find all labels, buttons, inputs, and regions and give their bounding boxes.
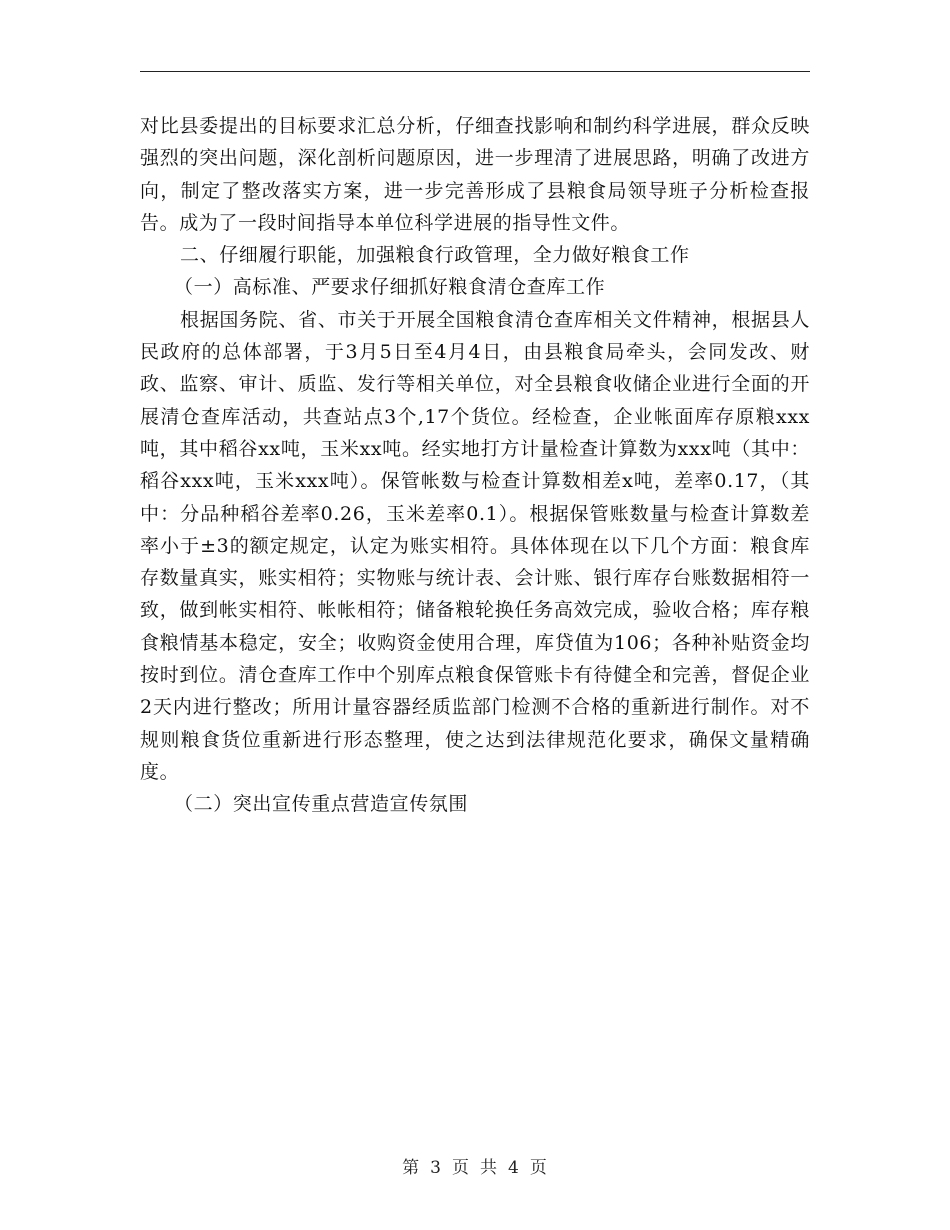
subsection-heading-two: （二）突出宣传重点营造宣传氛围 — [174, 793, 469, 816]
footer-ye: 页 — [452, 1158, 470, 1178]
header-rule — [140, 71, 810, 72]
page-footer — [0, 1153, 950, 1178]
footer-di: 第 — [402, 1158, 421, 1178]
footer-ye-end: 页 — [529, 1158, 548, 1178]
subsection-heading-one: （一）高标准、严要求仔细抓好粮食清仓查库工作 — [174, 276, 606, 299]
footer-gong: 共 — [480, 1158, 498, 1178]
paragraph-analysis-summary: 对比县委提出的目标要求汇总分析，仔细查找影响和制约科学进展，群众反映强烈的突出问题，深化剖析问题原因，进一步理清了进展思路，明确了改进方向，制定了整改落实方案，进一步完善形成了县粮食局领导班子分析检查报告。成为了一段时间指导本单位科学进展的指导性文件。 — [140, 115, 810, 234]
footer-total-pages: 4 — [508, 1158, 520, 1178]
footer-page-number: 3 — [430, 1158, 442, 1178]
paragraph-grain-inventory-check: 根据国务院、省、市关于开展全国粮食清仓查库相关文件精神，根据县人民政府的总体部署，于3月5日至4月4日，由县粮食局牵头，会同发改、财政、监察、审计、质监、发行等相关单位，对全县粮食收储企业进行全面的开展清仓查库活动，共查站点3个,17个货位。经检查，企业帐面库存原粮xxx吨，其中稻谷xx吨，玉米xx吨。经实地打方计量检查计算数为xxx吨（其中：稻谷xxx吨，玉米xxx吨）。保管帐数与检查计算数相差x吨，差率0.17，（其中：分品种稻谷差率0.26，玉米差率0.1）。根据保管账数量与检查计算数差率小于±3的额定规定，认定为账实相符。具体体现在以下几个方面：粮食库存数量真实，账实相符；实物账与统计表、会计账、银行库存台账数据相符一致，做到帐实相符、帐帐相符；储备粮轮换任务高效完成，验收合格；库存粮食粮情基本稳定，安全；收购资金使用合理，库贷值为106；各种补贴资金均按时到位。清仓查库工作中个别库点粮食保管账卡有待健全和完善，督促企业2天内进行整改；所用计量容器经质监部门检测不合格的重新进行制作。对不规则粮食货位重新进行形态整理，使之达到法律规范化要求，确保文量精确度。 — [140, 308, 810, 783]
section-heading-two: 二、仔细履行职能，加强粮食行政管理，全力做好粮食工作 — [180, 244, 690, 267]
document-body — [140, 110, 810, 821]
